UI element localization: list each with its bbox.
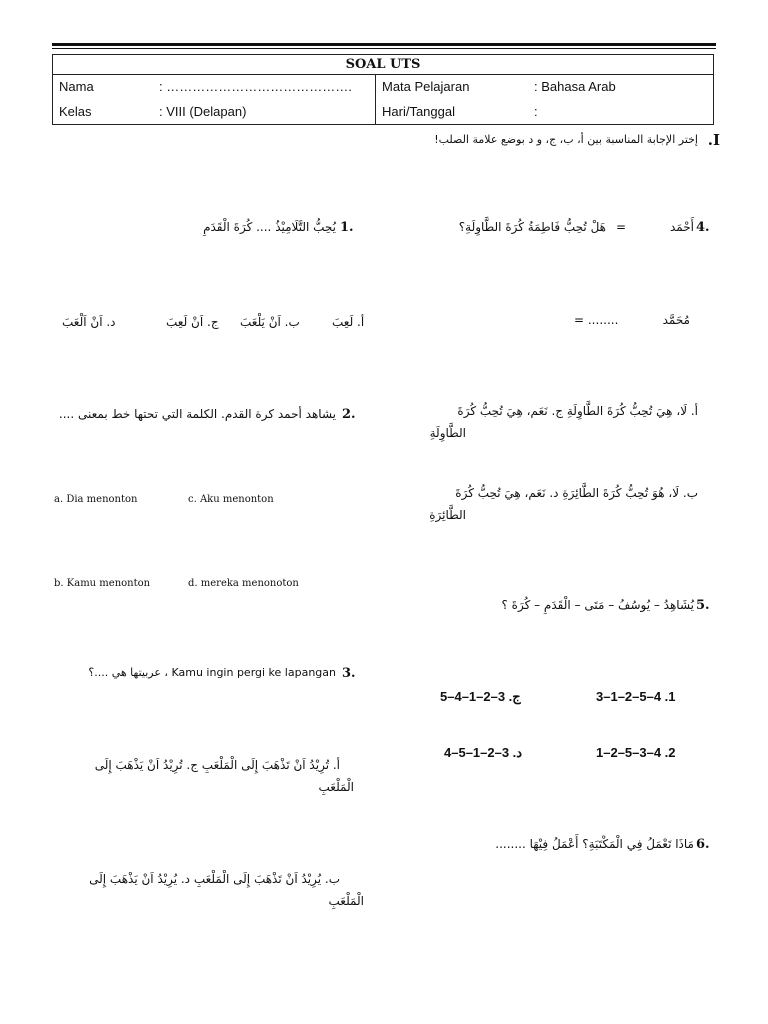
q5-number: 5. (696, 598, 710, 613)
header-table (52, 54, 714, 125)
nama-label: Nama (53, 75, 154, 99)
q6-text: مَاذَا تَعْمَلُ فِي الْمَكْتَبَةِ؟ أَعْمَلُ فِيْهَا ........ (495, 837, 694, 851)
q1-option-d[interactable]: د. اَنْ اَلْعَبَ (62, 315, 116, 329)
q3-option-b-cont: الْمَلْعَبِ (328, 894, 364, 908)
q2-option-a[interactable]: a. Dia menonton (54, 494, 138, 505)
mapel-value: : Bahasa Arab (528, 75, 714, 99)
q1-option-c[interactable]: ج. اَنْ لَعِبَ (166, 315, 219, 329)
q3-text: Kamu ingin pergi ke lapangan ، عربيتها هي ....؟ (88, 666, 336, 679)
q2-text: يشاهد أحمد كرة القدم. الكلمة التي تحتها خط بمعنى .... (58, 407, 336, 421)
q2-option-b[interactable]: b. Kamu menonton (54, 578, 151, 589)
q4-answer-blank: = ........ (574, 313, 619, 327)
kelas-label: Kelas (53, 98, 154, 125)
top-rule-thin (52, 48, 716, 49)
q4-eq: = (616, 220, 627, 234)
exam-title: SOAL UTS (53, 55, 714, 75)
q4-speaker2: مُحَمَّد (662, 313, 690, 327)
q2-number: 2. (342, 407, 356, 422)
q3-number: 3. (342, 666, 356, 681)
section-number: .I (707, 131, 720, 149)
q4-option-a[interactable]: أ. لَا، هِيَ تُحِبُّ كُرَةَ الطَّاوِلَةِ ج. نَعَم، هِيَ تُحِبُّ كُرَةَ (457, 404, 698, 418)
top-rule-thick (52, 43, 716, 46)
q5-option-c[interactable]: 5–4–1–2–3 .ج (440, 689, 521, 704)
q5-option-2[interactable]: 1–2–5–3–4 .2 (596, 745, 676, 760)
q4-speaker1: أَحْمَد (670, 220, 694, 234)
q6-number: 6. (696, 837, 710, 852)
q4-option-b-cont: الطَّائِرَةِ (429, 508, 466, 522)
q4-option-b[interactable]: ب. لَا، هُوَ تُحِبُّ كُرَةَ الطَّائِرَةِ د. نَعَم، هِيَ تُحِبُّ كُرَةَ (455, 486, 698, 500)
q2-option-d[interactable]: d. mereka menonoton (188, 578, 299, 589)
q2-option-c[interactable]: c. Aku menonton (188, 494, 274, 505)
q3-option-a[interactable]: أ. تُرِيْدُ اَنْ تَذْهَبَ إِلَى الْمَلْعَبِ ج. تُرِيْدُ اَنْ يَذْهَبَ إِلَى (94, 758, 340, 772)
q4-question: هَلْ تُحِبُّ فَاطِمَةُ كُرَةَ الطَّاوِلَةِ؟ (458, 220, 606, 234)
q1-option-b[interactable]: ب. اَنْ يَلْعَبَ (240, 315, 300, 329)
q3-option-a-cont: الْمَلْعَبِ (318, 780, 354, 794)
q5-option-1[interactable]: 3–1–2–5–4 .1 (596, 689, 676, 704)
section-instruction: إختر الإجابة المناسبة بين أ، ب، ج، و د بوضع علامة الصلب! (434, 133, 698, 146)
q5-option-d[interactable]: 4–5–1–2–3 .د (444, 745, 523, 760)
hari-value: : (528, 98, 714, 125)
q1-option-a[interactable]: أ. لَعِبَ (332, 315, 365, 329)
nama-value: : ……………………………………. (153, 75, 376, 99)
q3-option-b[interactable]: ب. يُرِيْدُ اَنْ تَذْهَبَ إِلَى الْمَلْعَبِ د. يُرِيْدُ اَنْ يَذْهَبَ إِلَى (89, 872, 340, 886)
q4-number: 4. (696, 220, 710, 235)
q1-text: يُحِبُّ التَّلَامِيْذُ .... كُرَةَ الْقَدَمِ (203, 220, 336, 234)
hari-label: Hari/Tanggal (376, 98, 529, 125)
q5-text: يُشَاهِدُ – يُوسُفُ – مَتَى – الْقَدَمِ – كُرَةَ ؟ (501, 598, 694, 612)
q1-number: 1. (340, 220, 354, 235)
kelas-value: : VIII (Delapan) (153, 98, 376, 125)
q4-option-a-cont: الطَّاوِلَةِ (429, 426, 466, 440)
mapel-label: Mata Pelajaran (376, 75, 529, 99)
